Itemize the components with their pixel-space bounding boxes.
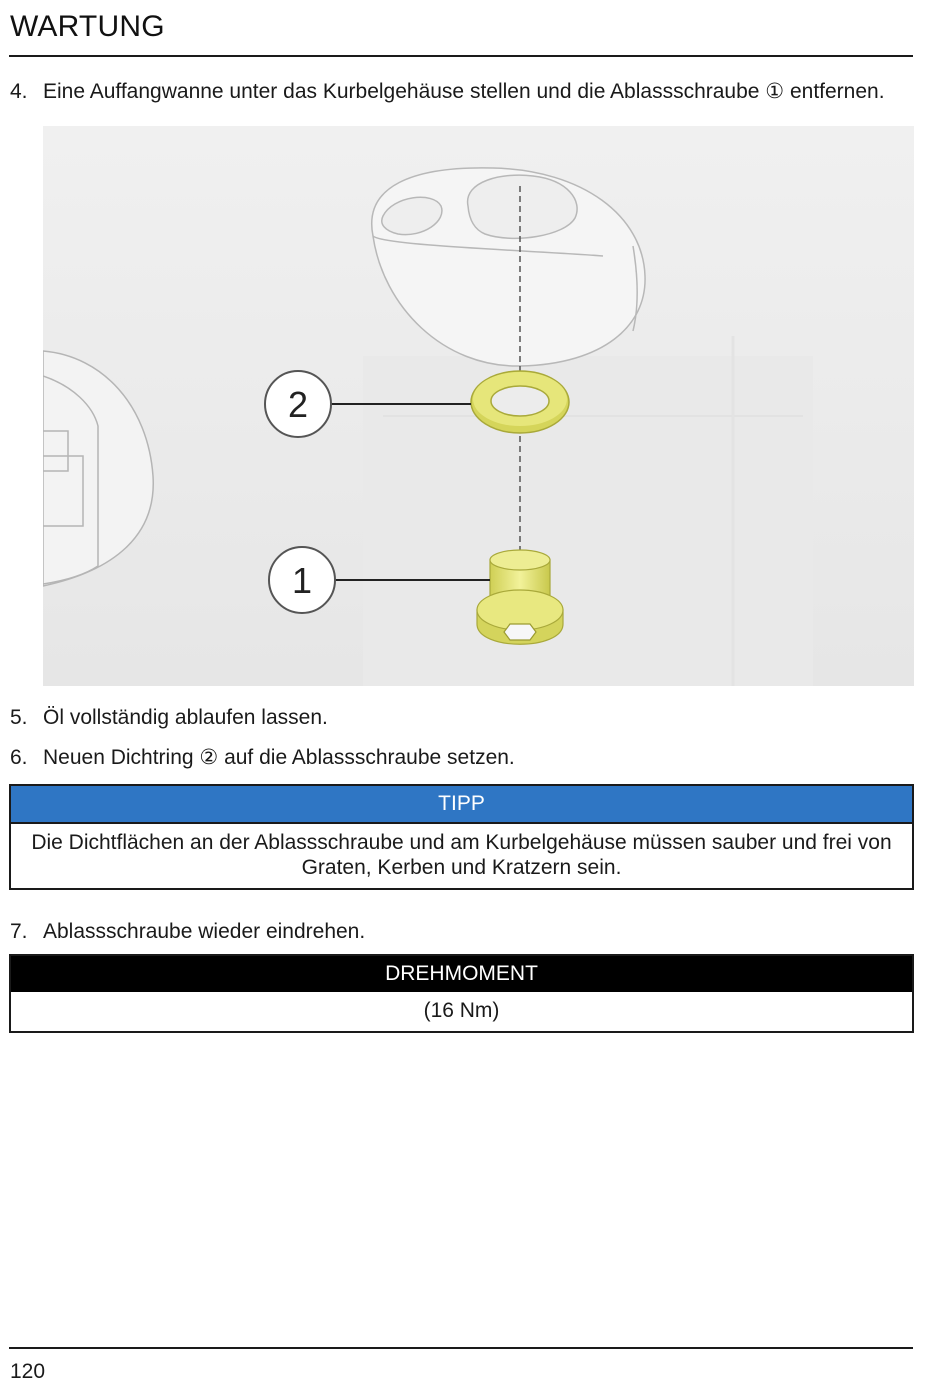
- step-number: 6.: [10, 746, 28, 769]
- torque-value: (16 Nm): [423, 999, 500, 1022]
- header-rule: [9, 55, 913, 57]
- step-text: Neuen Dichtring ② auf die Ablassschraube setzen.: [43, 746, 515, 769]
- footer-rule: [9, 1347, 913, 1349]
- page-number: 120: [10, 1360, 46, 1383]
- step-number: 7.: [10, 920, 28, 943]
- drain-plug-illustration: [43, 126, 914, 686]
- drain-plug: [477, 550, 563, 644]
- tip-box: [9, 784, 914, 890]
- step-text: Öl vollständig ablaufen lassen.: [43, 706, 328, 729]
- tip-text: Die Dichtflächen an der Ablassschraube und am Kurbelgehäuse müssen sauber und frei von Graten, Kerben und Kratzern sein.: [31, 831, 892, 879]
- callout-2-label: 2: [287, 384, 309, 425]
- tip-heading: TIPP: [11, 786, 912, 824]
- step-number: 4.: [10, 80, 28, 103]
- sealing-ring: [471, 371, 569, 433]
- callout-1-label: 1: [291, 560, 313, 601]
- section-title: WARTUNG: [10, 10, 165, 43]
- torque-heading: DREHMOMENT: [11, 956, 912, 992]
- step-number: 5.: [10, 706, 28, 729]
- torque-box: [9, 954, 914, 1033]
- step-text: Ablassschraube wieder eindrehen.: [43, 920, 366, 943]
- step-text: Eine Auffangwanne unter das Kurbelgehäuse stellen und die Ablassschraube ① entfernen.: [43, 80, 885, 103]
